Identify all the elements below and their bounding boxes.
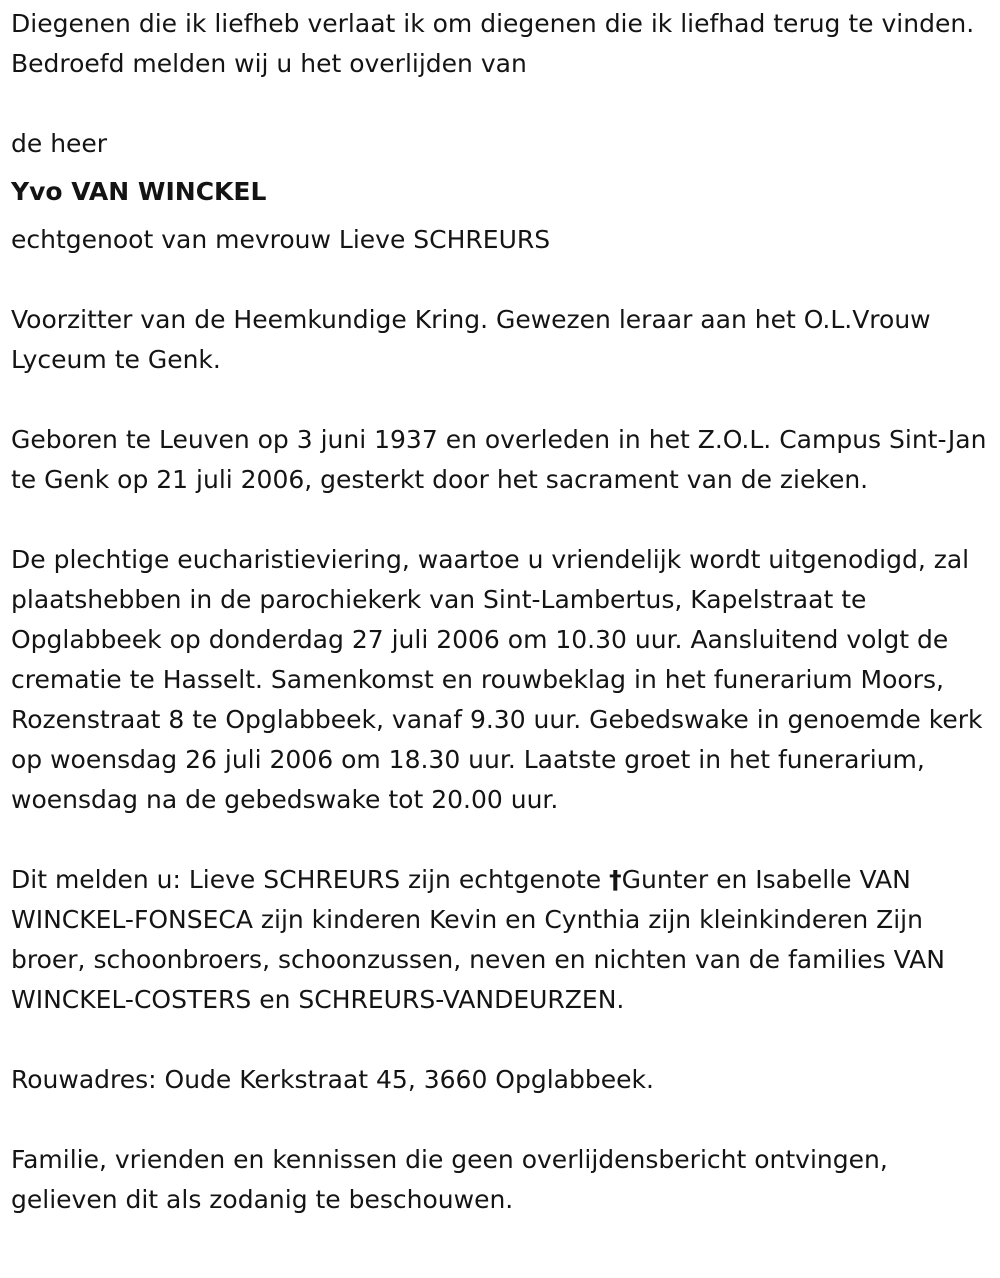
announcers-text-after-cross: Gunter en Isabelle VAN WINCKEL-FONSECA zijn kinderen Kevin en Cynthia zijn kleinkinderen Zijn broer, schoonbroers, schoonzussen, neven en nichten van de families VAN WINCKEL-COSTERS en SCHREURS-VANDEURZEN.	[11, 865, 945, 1014]
deceased-name: Yvo VAN WINCKEL	[11, 177, 267, 206]
roles-paragraph: Voorzitter van de Heemkundige Kring. Gewezen leraar aan het O.L.Vrouw Lyceum te Genk.	[11, 305, 931, 374]
closing-paragraph: Familie, vrienden en kennissen die geen overlijdensbericht ontvingen, gelieven dit als zodanig te beschouwen.	[11, 1145, 888, 1214]
opening-paragraph: Diegenen die ik liefheb verlaat ik om diegenen die ik liefhad terug te vinden. Bedroefd melden wij u het overlijden van	[11, 9, 975, 78]
spouse-line: echtgenoot van mevrouw Lieve SCHREURS	[11, 225, 551, 254]
salutation: de heer	[11, 129, 108, 158]
announcers-paragraph	[11, 860, 989, 1020]
birth-death-paragraph: Geboren te Leuven op 3 juni 1937 en overleden in het Z.O.L. Campus Sint-Jan te Genk op 21 juli 2006, gesterkt door het sacrament van de zieken.	[11, 425, 987, 494]
mourning-address: Rouwadres: Oude Kerkstraat 45, 3660 Opglabbeek.	[11, 1065, 654, 1094]
cross-icon: †	[609, 865, 622, 894]
ceremony-paragraph: De plechtige eucharistieviering, waartoe u vriendelijk wordt uitgenodigd, zal plaatshebben in de parochiekerk van Sint-Lambertus, Kapelstraat te Opglabbeek op donderdag 27 juli 2006 om 10.30 uur. Aansluitend volgt de crematie te Hasselt. Samenkomst en rouwbeklag in het funerarium Moors, Rozenstraat 8 te Opglabbeek, vanaf 9.30 uur. Gebedswake in genoemde kerk op woensdag 26 juli 2006 om 18.30 uur. Laatste groet in het funerarium, woensdag na de gebedswake tot 20.00 uur.	[11, 545, 983, 814]
announcers-text-before-cross: Dit melden u: Lieve SCHREURS zijn echtgenote	[11, 865, 610, 894]
